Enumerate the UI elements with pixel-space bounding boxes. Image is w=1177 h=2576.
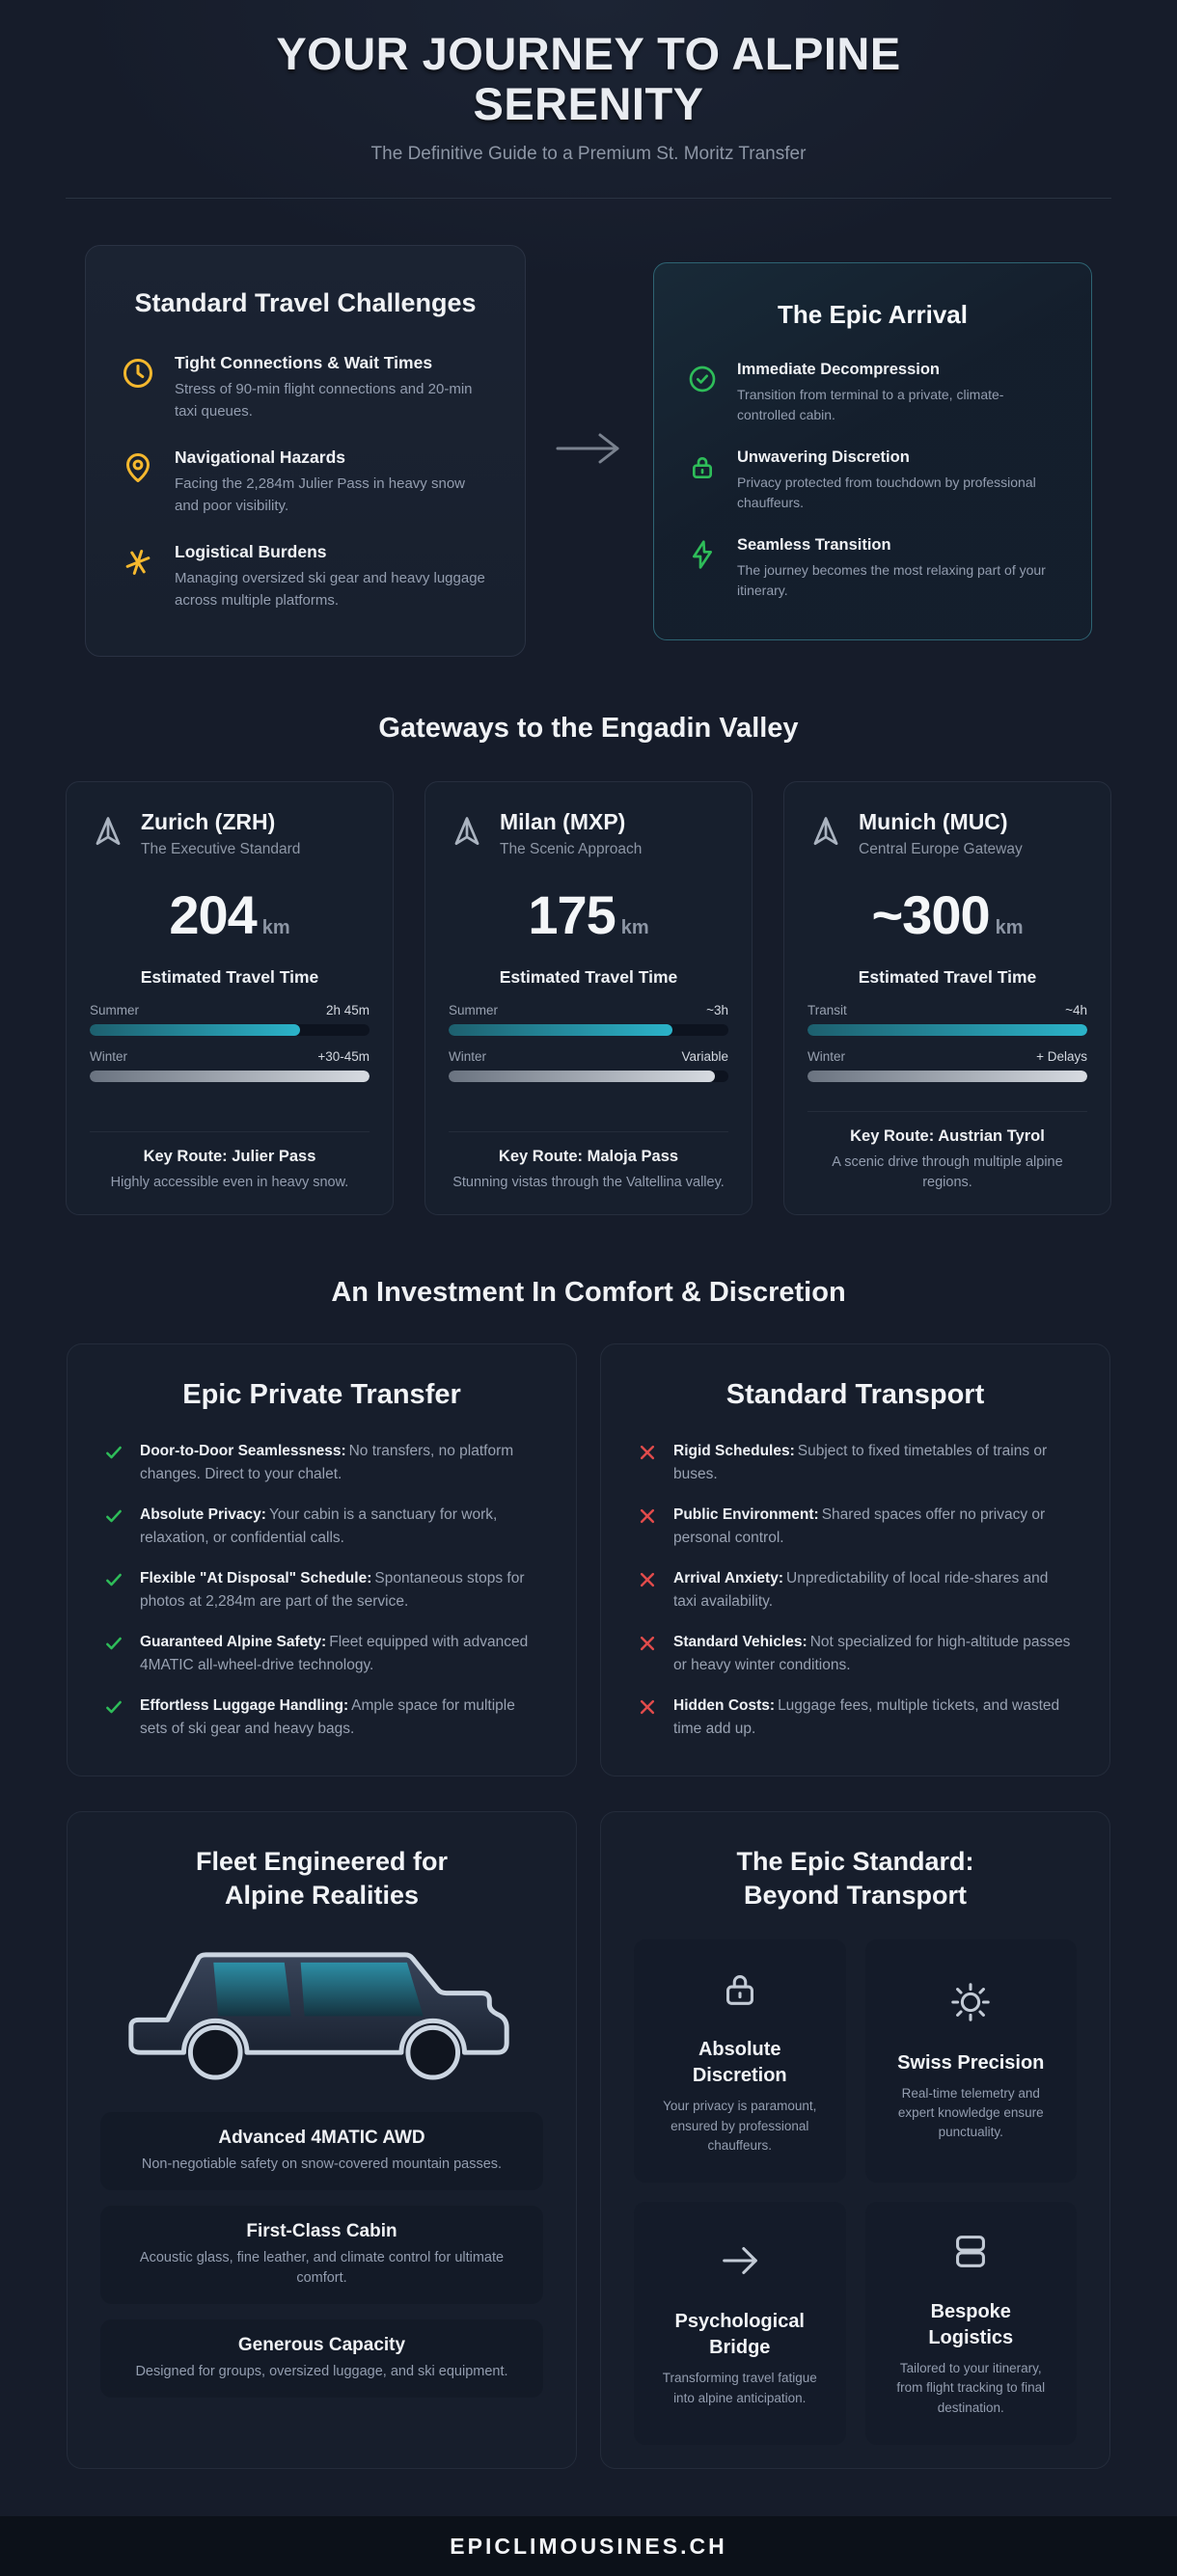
- challenge-item-title: Logistical Burdens: [175, 542, 327, 562]
- list-item: [638, 1440, 1073, 1486]
- route-title: Key Route: Maloja Pass: [498, 1148, 679, 1166]
- bar-value: + Delays: [1036, 1049, 1087, 1065]
- progress-fill: [807, 1071, 1087, 1082]
- standard-transport-card: [600, 1343, 1110, 1776]
- travel-time-label: Estimated Travel Time: [140, 967, 319, 988]
- challenges-card-title: Standard Travel Challenges: [134, 288, 477, 318]
- challenge-item-title: Tight Connections & Wait Times: [175, 353, 433, 373]
- bar-label: Winter: [90, 1049, 128, 1065]
- page-footer: [0, 2516, 1177, 2576]
- tile-title: Swiss Precision: [897, 2051, 1045, 2074]
- check-circle-icon: [685, 361, 720, 425]
- route-desc: A scenic drive through multiple alpine regions.: [832, 1154, 1063, 1191]
- card-divider: [90, 1131, 370, 1132]
- gateway-card-zurich: [66, 781, 394, 1215]
- fleet-title-line1: Fleet Engineered for: [195, 1847, 449, 1877]
- progress-track: [807, 1024, 1087, 1036]
- standard-travel-challenges-card: [85, 245, 526, 657]
- epic-private-transfer-card: [67, 1343, 577, 1776]
- fleet-and-standard-section: [67, 1811, 1110, 2469]
- standard-card-title: Standard Transport: [725, 1379, 985, 1411]
- benefit-label: Guaranteed Alpine Safety:: [140, 1634, 327, 1651]
- fleet-title-line2: Alpine Realities: [224, 1881, 420, 1911]
- list-item: [638, 1695, 1073, 1741]
- travel-time-bar: [807, 1003, 1087, 1036]
- list-item: [638, 1504, 1073, 1550]
- route-title: Key Route: Julier Pass: [143, 1148, 316, 1166]
- progress-track: [807, 1071, 1087, 1082]
- bar-value: Variable: [681, 1049, 728, 1065]
- tile-title: Psychological Bridge: [674, 2311, 805, 2359]
- feature-title: Generous Capacity: [237, 2335, 406, 2356]
- progress-fill: [90, 1024, 300, 1036]
- feature-desc: Acoustic glass, fine leather, and climate control for ultimate comfort.: [139, 2250, 505, 2287]
- limousine-illustration: [106, 1938, 537, 2091]
- lock-icon: [718, 1966, 762, 2016]
- gateway-tagline: Central Europe Gateway: [859, 841, 1023, 858]
- arrow-right-icon: [718, 2238, 762, 2288]
- benefit-text: Spontaneous stops for photos at 2,284m are part of the service.: [140, 1570, 525, 1611]
- benefit-text: Ample space for multiple sets of ski gear and heavy bags.: [140, 1697, 515, 1738]
- arrival-item-desc: Privacy protected from touchdown by professional chauffeurs.: [737, 474, 1036, 510]
- benefit-label: Flexible "At Disposal" Schedule:: [140, 1570, 372, 1587]
- drawback-label: Public Environment:: [673, 1506, 819, 1524]
- progress-fill: [90, 1071, 370, 1082]
- clock-icon: [119, 353, 157, 422]
- travel-time-bar: [90, 1003, 370, 1036]
- bar-label: Transit: [807, 1003, 847, 1018]
- tile-title: Absolute Discretion: [692, 2039, 787, 2087]
- route-desc: Highly accessible even in heavy snow.: [110, 1175, 349, 1191]
- fleet-card: [67, 1811, 577, 2469]
- page-title-line1: YOUR JOURNEY TO ALPINE: [276, 28, 901, 79]
- check-icon: [104, 1504, 125, 1550]
- tile-desc: Transforming travel fatigue into alpine anticipation.: [662, 2371, 817, 2405]
- page-subtitle: The Definitive Guide to a Premium St. Moritz Transfer: [370, 144, 807, 165]
- distance-unit: km: [620, 917, 649, 939]
- list-item: [104, 1440, 539, 1486]
- bar-label: Winter: [807, 1049, 846, 1065]
- benefit-text: Your cabin is a sanctuary for work, relaxation, or confidential calls.: [140, 1506, 498, 1547]
- sun-icon: [948, 1980, 993, 2029]
- route-desc: Stunning vistas through the Valtellina valley.: [452, 1175, 725, 1191]
- page-title: [68, 29, 1109, 128]
- benefit-text: Fleet equipped with advanced 4MATIC all-wheel-drive technology.: [140, 1634, 529, 1674]
- fleet-feature: [100, 2206, 543, 2304]
- tile-title: Bespoke Logistics: [928, 2301, 1014, 2349]
- map-pin-icon: [119, 447, 157, 517]
- check-icon: [104, 1631, 125, 1677]
- progress-track: [449, 1071, 728, 1082]
- fleet-feature: [100, 2112, 543, 2190]
- list-item: [119, 542, 492, 611]
- x-icon: [638, 1567, 659, 1613]
- arrival-item-title: Immediate Decompression: [737, 360, 940, 378]
- asterisk-icon: [119, 542, 157, 611]
- gateways-cards-row: [66, 781, 1111, 1215]
- footer-brand: EPICLIMOUSINES.CH: [450, 2533, 727, 2559]
- check-icon: [104, 1567, 125, 1613]
- distance-value: 204: [169, 884, 257, 946]
- gateway-tagline: The Scenic Approach: [500, 841, 643, 858]
- fleet-feature: [100, 2319, 543, 2398]
- challenge-item-desc: Facing the 2,284m Julier Pass in heavy snow and poor visibility.: [175, 475, 465, 514]
- card-divider: [807, 1111, 1087, 1112]
- distance-value: ~300: [871, 884, 990, 946]
- tile-swiss-precision: [865, 1939, 1078, 2183]
- gateway-distance: [90, 883, 370, 946]
- travel-time-bar: [90, 1049, 370, 1082]
- progress-track: [90, 1071, 370, 1082]
- arrival-item-title: Unwavering Discretion: [737, 447, 910, 466]
- list-item: [104, 1695, 539, 1741]
- benefit-label: Door-to-Door Seamlessness:: [140, 1443, 346, 1460]
- card-divider: [449, 1131, 728, 1132]
- car-icon: [106, 1938, 537, 2091]
- benefit-text: No transfers, no platform changes. Direct to your chalet.: [140, 1443, 514, 1483]
- distance-unit: km: [995, 917, 1024, 939]
- x-icon: [638, 1631, 659, 1677]
- feature-title: First-Class Cabin: [246, 2221, 397, 2242]
- travel-time-label: Estimated Travel Time: [858, 967, 1037, 988]
- feature-desc: Designed for groups, oversized luggage, and ski equipment.: [135, 2364, 508, 2380]
- plane-icon: [807, 813, 844, 854]
- arrow-right-icon: [550, 427, 629, 475]
- travel-time-bar: [807, 1049, 1087, 1082]
- progress-fill: [807, 1024, 1087, 1036]
- epic-standard-card: [600, 1811, 1110, 2469]
- epic-arrival-card: [653, 262, 1092, 640]
- gateway-name: Milan (MXP): [500, 809, 626, 835]
- challenge-item-desc: Managing oversized ski gear and heavy luggage across multiple platforms.: [175, 570, 485, 609]
- lock-icon: [685, 448, 720, 513]
- gateway-name: Munich (MUC): [859, 809, 1008, 835]
- drawback-text: Subject to fixed timetables of trains or buses.: [673, 1443, 1048, 1483]
- progress-track: [449, 1024, 728, 1036]
- x-icon: [638, 1695, 659, 1741]
- list-item: [119, 353, 492, 422]
- header-divider: [66, 198, 1111, 199]
- gateway-distance: [449, 883, 728, 946]
- tile-desc: Tailored to your itinerary, from flight tracking to final destination.: [896, 2361, 1046, 2415]
- feature-title: Advanced 4MATIC AWD: [218, 2128, 425, 2149]
- x-icon: [638, 1440, 659, 1486]
- benefit-label: Absolute Privacy:: [140, 1506, 266, 1524]
- gateway-card-milan: [424, 781, 753, 1215]
- progress-track: [90, 1024, 370, 1036]
- list-item: [685, 361, 1060, 425]
- distance-unit: km: [261, 917, 290, 939]
- tile-psychological-bridge: [634, 2202, 846, 2445]
- luggage-icon: [948, 2229, 993, 2278]
- plane-icon: [90, 813, 126, 854]
- drawback-text: Shared spaces offer no privacy or personal control.: [673, 1506, 1046, 1547]
- drawback-label: Hidden Costs:: [673, 1697, 776, 1715]
- route-title: Key Route: Austrian Tyrol: [850, 1127, 1045, 1146]
- travel-time-bar: [449, 1003, 728, 1036]
- arrival-item-desc: Transition from terminal to a private, climate-controlled cabin.: [737, 386, 1004, 422]
- gateway-distance: [807, 883, 1087, 946]
- distance-value: 175: [528, 884, 616, 946]
- check-icon: [104, 1695, 125, 1741]
- standard-title-line2: Beyond Transport: [743, 1881, 968, 1911]
- transition-arrow: [526, 427, 653, 475]
- x-icon: [638, 1504, 659, 1550]
- list-item: [685, 448, 1060, 513]
- zap-icon: [685, 536, 720, 601]
- drawback-text: Unpredictability of local ride-shares and taxi availability.: [673, 1570, 1049, 1611]
- list-item: [638, 1631, 1073, 1677]
- tile-desc: Your privacy is paramount, ensured by professional chauffeurs.: [663, 2099, 817, 2153]
- bar-value: ~3h: [706, 1003, 728, 1018]
- list-item: [119, 447, 492, 517]
- tile-bespoke-logistics: [865, 2202, 1078, 2445]
- gateway-card-munich: [783, 781, 1111, 1215]
- bar-label: Summer: [449, 1003, 499, 1018]
- epic-standard-grid: [634, 1939, 1077, 2445]
- comparison-cards-row: [67, 1343, 1110, 1776]
- page-header: [0, 0, 1177, 199]
- list-item: [638, 1567, 1073, 1613]
- epic-card-title: Epic Private Transfer: [182, 1379, 461, 1411]
- gateway-tagline: The Executive Standard: [141, 841, 301, 858]
- gateway-name: Zurich (ZRH): [141, 809, 276, 835]
- challenge-item-desc: Stress of 90-min flight connections and 20-min taxi queues.: [175, 381, 473, 420]
- feature-desc: Non-negotiable safety on snow-covered mountain passes.: [141, 2156, 503, 2173]
- list-item: [104, 1631, 539, 1677]
- arrival-item-title: Seamless Transition: [737, 535, 891, 554]
- arrival-card-title: The Epic Arrival: [778, 299, 968, 329]
- plane-icon: [449, 813, 485, 854]
- check-icon: [104, 1440, 125, 1486]
- comparison-section-title: An Investment In Comfort & Discretion: [331, 1277, 846, 1309]
- bar-value: +30-45m: [317, 1049, 370, 1065]
- tile-desc: Real-time telemetry and expert knowledge ensure punctuality.: [897, 2085, 1044, 2140]
- progress-fill: [449, 1024, 672, 1036]
- page-title-line2: SERENITY: [473, 77, 704, 129]
- gateways-section-title: Gateways to the Engadin Valley: [378, 713, 799, 745]
- bar-label: Winter: [449, 1049, 487, 1065]
- drawback-label: Arrival Anxiety:: [673, 1570, 783, 1587]
- list-item: [104, 1504, 539, 1550]
- list-item: [104, 1567, 539, 1613]
- travel-time-label: Estimated Travel Time: [499, 967, 678, 988]
- progress-fill: [449, 1071, 715, 1082]
- drawback-text: Not specialized for high-altitude passes or heavy winter conditions.: [673, 1634, 1071, 1674]
- drawback-label: Rigid Schedules:: [673, 1443, 795, 1460]
- bar-value: ~4h: [1065, 1003, 1087, 1018]
- drawback-label: Standard Vehicles:: [673, 1634, 807, 1651]
- arrival-item-desc: The journey becomes the most relaxing part of your itinerary.: [737, 561, 1046, 598]
- travel-time-bar: [449, 1049, 728, 1082]
- list-item: [685, 536, 1060, 601]
- bar-value: 2h 45m: [325, 1003, 370, 1018]
- challenge-item-title: Navigational Hazards: [175, 447, 345, 468]
- tile-absolute-discretion: [634, 1939, 846, 2183]
- standard-title-line1: The Epic Standard:: [736, 1847, 974, 1877]
- challenges-vs-arrival-section: [85, 245, 1092, 657]
- benefit-label: Effortless Luggage Handling:: [140, 1697, 349, 1715]
- bar-label: Summer: [90, 1003, 140, 1018]
- drawback-text: Luggage fees, multiple tickets, and wasted time add up.: [673, 1697, 1060, 1738]
